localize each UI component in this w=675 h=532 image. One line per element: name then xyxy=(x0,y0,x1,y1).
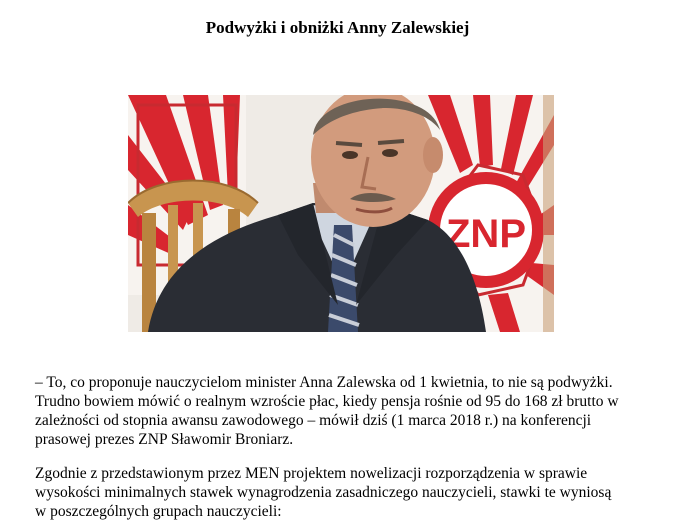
paragraph-line: zależności od stopnia awansu zawodowego – mówił dziś (1 marca 2018 r.) na konferencji xyxy=(35,412,592,429)
paragraph-line: Zgodnie z przedstawionym przez MEN projektem nowelizacji rozporządzenia w sprawie xyxy=(35,465,588,482)
article-photo xyxy=(128,95,554,332)
paragraph-line: wysokości minimalnych stawek wynagrodzenia zasadniczego nauczycieli, stawki te wyniosą xyxy=(35,484,612,501)
paragraph-line: Trudno bowiem mówić o realnym wzroście płac, kiedy pensja rośnie od 95 do 168 zł brutto w xyxy=(35,393,619,410)
page-title: Podwyżki i obniżki Anny Zalewskiej xyxy=(205,18,470,37)
znp-logo-text: ZNP xyxy=(446,212,526,256)
paragraph-line: – To, co proponuje nauczycielom minister Anna Zalewska od 1 kwietnia, to nie są podwyżki. xyxy=(35,374,613,391)
paragraph-line: w poszczególnych grupach nauczycieli: xyxy=(35,503,282,520)
paragraph-1 xyxy=(35,373,655,449)
paragraph-2 xyxy=(35,464,655,521)
paragraph-line: prasowej prezes ZNP Sławomir Broniarz. xyxy=(35,431,294,448)
